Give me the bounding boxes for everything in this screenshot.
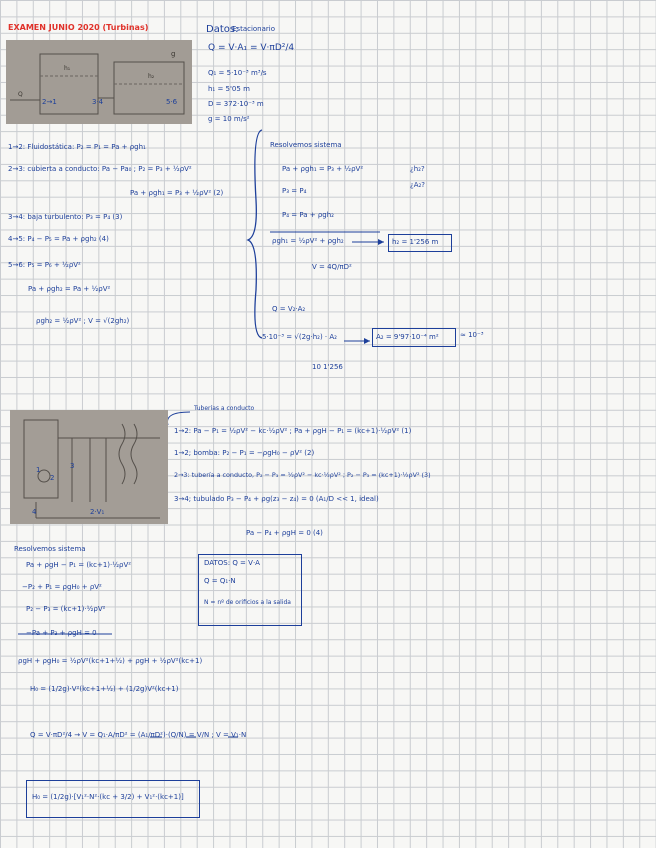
svg-text:5·6: 5·6 bbox=[166, 98, 178, 106]
data-line-2: Q₁ = 5·10⁻³ m³/s bbox=[208, 69, 267, 77]
step-5b: Pa + ρgh₂ = Pa + ½ρV² bbox=[28, 285, 111, 293]
q-relation: Q = V₂·A₂ bbox=[272, 305, 306, 313]
data-line-1: Q = V·A₁ = V·πD²/4 bbox=[208, 43, 295, 53]
data-label: Datos: bbox=[206, 24, 239, 35]
data-box-line-1: DATOS: Q = V·A bbox=[204, 559, 260, 567]
step-3: 3→4: baja turbulento: P₃ = P₄ (3) bbox=[8, 213, 123, 221]
svg-text:1: 1 bbox=[36, 466, 41, 474]
svg-text:Q: Q bbox=[18, 91, 23, 98]
system-1-line-3: P₄ = Pa + ρgh₂ bbox=[282, 211, 334, 219]
unknown-a2: ¿A₂? bbox=[410, 181, 426, 189]
step-4: 4→5: P₄ − P₅ = Pa + ρgh₂ (4) bbox=[8, 235, 109, 243]
annotation-top: Tuberías a conducto bbox=[194, 405, 255, 412]
data-line-4: D = 372·10⁻³ m bbox=[208, 100, 264, 108]
svg-text:4: 4 bbox=[32, 508, 37, 516]
system-2-line-5: ρgH + ρgH₀ = ½ρV²(kc+1+½) + ρgH + ½ρV²(kc+1) bbox=[18, 657, 203, 665]
system-2-line-4: −Pa + P₃ + ρgH = 0 bbox=[26, 629, 97, 637]
step-2b: Pa + ρgh₁ = P₃ + ½ρV² (2) bbox=[130, 189, 224, 197]
under-note: 10 1'256 bbox=[312, 363, 343, 371]
system-label-1: Resolvemos sistema bbox=[270, 141, 342, 149]
svg-text:2→1: 2→1 bbox=[42, 98, 57, 106]
svg-text:h₂: h₂ bbox=[148, 73, 155, 80]
system-1-line-2: P₃ = P₄ bbox=[282, 187, 307, 195]
p2-step-3: 2→3: tubería a conducto, P₂ − P₃ = ½ρV² − kc·½ρV² ; P₂ − P₃ = (kc+1)·½ρV² (3) bbox=[174, 471, 431, 479]
system-2-line-1: Pa + ρgH − P₁ = (kc+1)·½ρV² bbox=[26, 561, 132, 569]
step-5: 5→6: P₅ = P₆ + ½ρV² bbox=[8, 261, 81, 269]
figure-label-2v1: 2·V₁ bbox=[90, 508, 105, 516]
step-1: 1→2: Fluidostática: P₂ = P₁ = Pa + ρgh₁ bbox=[8, 143, 146, 151]
system-2-line-6: H₀ = (1/2g)·V²(kc+1+½) + (1/2g)V²(kc+1) bbox=[30, 685, 179, 693]
q-substitution: 5·10⁻³ = √(2g·h₂) · A₂ bbox=[262, 333, 337, 341]
step-5c: ρgh₂ = ½ρV² ; V = √(2gh₂) bbox=[36, 317, 130, 325]
system-2-line-2: −P₂ + P₁ = ρgH₀ + ρV² bbox=[22, 583, 102, 591]
data-box-line-3: N = nº de orificios a la salida bbox=[204, 599, 291, 606]
svg-text:3·4: 3·4 bbox=[92, 98, 104, 106]
p2-q-line: Q = V·πD²/4 → V = Q₁·A/πD² = (A₁/πD²)·(Q/N) = V/N ; V = V₁·N bbox=[30, 731, 247, 739]
system-1-line-4: ρgh₁ = ½ρV² + ρgh₂ bbox=[272, 237, 344, 245]
step-2: 2→3: cubierta a conducto: Pa − Pa₀ ; P₂ = P₃ + ½ρV² bbox=[8, 165, 192, 173]
data-line-3: h₁ = 5'05 m bbox=[208, 85, 250, 93]
data-box-line-2: Q = Q₁·N bbox=[204, 577, 236, 585]
problem-2-figure-photo bbox=[10, 410, 168, 524]
system-label-2: Resolvemos sistema bbox=[14, 545, 86, 553]
result-a2: A₂ = 9'97·10⁻⁴ m² bbox=[376, 333, 439, 341]
p2-step-2: 1→2; bomba: P₂ − P₁ = −ρgH₀ − ρV² (2) bbox=[174, 449, 315, 457]
data-line-5: g = 10 m/s² bbox=[208, 115, 250, 123]
svg-text:h₁: h₁ bbox=[64, 65, 71, 72]
svg-text:g: g bbox=[171, 50, 176, 58]
p2-step-1: 1→2: Pa − P₁ = ½ρV² − kc·½ρV² ; Pa + ρgH − P₁ = (kc+1)·½ρV² (1) bbox=[174, 427, 412, 435]
final-result: H₀ = (1/2g)·[V₁²·N²·(kc + 3/2) + V₁²·(kc+1)] bbox=[32, 793, 184, 801]
svg-text:2: 2 bbox=[50, 474, 55, 482]
p2-step-4: 3→4; tubulado P₃ − P₄ + ρg(z₃ − z₄) = 0 (A₁/D << 1, ideal) bbox=[174, 495, 379, 503]
system-1-line-5: V = 4Q/πD² bbox=[312, 263, 352, 271]
p2-step-5: Pa − P₄ + ρgH = 0 (4) bbox=[246, 529, 323, 537]
svg-text:3: 3 bbox=[70, 462, 75, 470]
page-title: EXAMEN JUNIO 2020 (Turbinas) bbox=[8, 23, 149, 32]
figure-annotations-2 bbox=[10, 410, 168, 524]
system-2-line-3: P₂ − P₃ = (kc+1)·½ρV² bbox=[26, 605, 106, 613]
system-1-line-1: Pa + ρgh₁ = P₃ + ½ρV² bbox=[282, 165, 364, 173]
result-h2: h₂ = 1'256 m bbox=[392, 238, 439, 246]
data-side-note: Estacionario bbox=[232, 25, 276, 33]
unknown-h2: ¿h₂? bbox=[410, 165, 425, 173]
approx-value: ≈ 10⁻³ bbox=[460, 331, 484, 339]
